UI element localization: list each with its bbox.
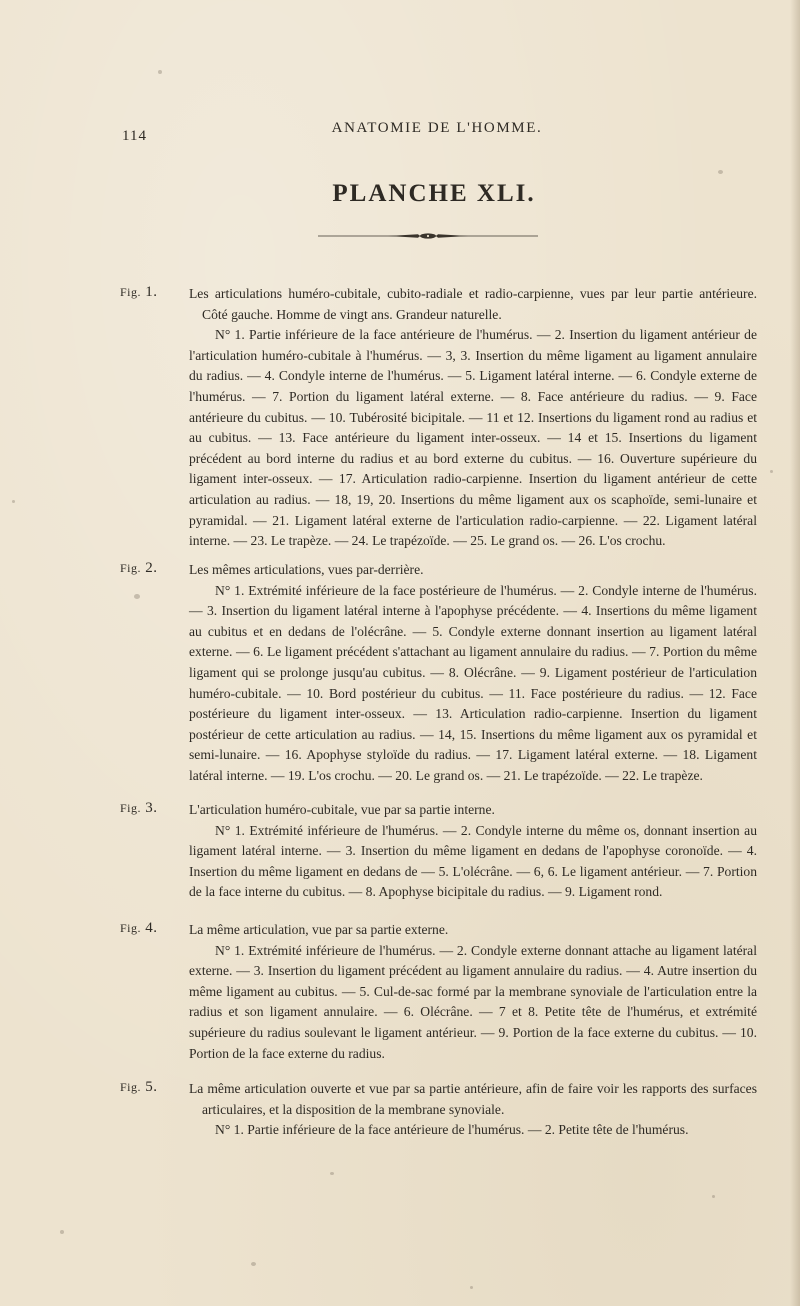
figure-legend: N° 1. Extrémité inférieure de l'humérus. — 2. Condyle interne du même os, donnant insertion au ligament latéral interne. — 3. Insertion du même ligament en dedans de l'apophyse coronoïde. — 4. Insertion du même ligament en dedans de — 5. L'olécrâne. — 6, 6. Le ligament antérieur. — 7. Portion de la face interne du cubitus. — 8. Apophyse bicipitale du radius. — 9. Ligament rond. bbox=[189, 822, 757, 900]
running-title: ANATOMIE DE L'HOMME. bbox=[331, 120, 543, 136]
figure-legend: N° 1. Extrémité inférieure de la face postérieure de l'humérus. — 2. Condyle interne de l'humérus. — 3. Insertion du ligament latéral interne à l'apophyse précédente. — 4. Insertions du même ligament au cubitus et en dedans de l'olécrâne. — 5. Condyle externe donnant insertion au ligament latéral externe. — 6. Le ligament précédent s'attachant au ligament annulaire du radius. — 7. Portion du même ligament qui se prolonge jusqu'au cubitus. — 8. Olécrâne. — 9. Ligament postérieur de l'articulation huméro-cubitale. — 10. Bord postérieur du cubitus. — 11. Face postérieure du radius. — 12. Face postérieure du ligament inter-osseux. — 13. Articulation radio-carpienne. Insertion du ligament postérieur de cette articulation au radius. — 14, 15. Insertions du même ligament aux os pyramidal et semi-lunaire. — 16. Apophyse styloïde du radius. — 17. Ligament latéral externe. — 18. Ligament latéral interne. — 19. L'os crochu. — 20. Le grand os. — 21. Le trapézoïde. — 22. Le trapèze. bbox=[189, 582, 757, 783]
figure-legend: N° 1. Partie inférieure de la face antérieure de l'humérus. — 2. Insertion du ligament antérieur de l'articulation huméro-cubitale à l'humérus. — 3, 3. Insertion du même ligament au ligament annulaire du radius. — 4. Condyle interne de l'humérus. — 5. Ligament latéral interne. — 6. Condyle externe de l'humérus. — 7. Portion du ligament latéral externe. — 8. Face antérieure du radius. — 9. Face antérieure du cubitus. — 10. Tubérosité bicipitale. — 11 et 12. Insertions du ligament rond au radius et au cubitus. — 13. Face antérieure du ligament inter-osseux. — 14 et 15. Insertions du ligament précédent au bord interne du radius et au bord externe du cubitus. — 16. Ouverture supérieure du ligament inter-osseux. — 17. Articulation radio-carpienne. Insertion du ligament antérieur de cette articulation au radius. — 18, 19, 20. Insertions du même ligament aux os scaphoïde, semi-lunaire et pyramidal. — 21. Ligament latéral externe de l'articulation radio-carpienne. — 22. Ligament latéral interne. — 23. Le trapèze. — 24. Le trapézoïde. — 25. Le grand os. — 26. L'os crochu. bbox=[189, 327, 757, 549]
paper-speck bbox=[470, 1286, 473, 1289]
figure-caption: L'articulation huméro-cubitale, vue par sa partie interne. bbox=[189, 802, 495, 817]
figure-caption: La même articulation ouverte et vue par sa partie antérieure, afin de faire voir les rapports des surfaces articulaires, et la disposition de la membrane synoviale. bbox=[189, 1081, 757, 1117]
figure-label-prefix: Fig. bbox=[120, 285, 142, 299]
paper-speck bbox=[718, 170, 723, 174]
ornamental-rule-icon bbox=[318, 231, 538, 241]
figure-text bbox=[189, 800, 757, 903]
figure-caption: La même articulation, vue par sa partie externe. bbox=[189, 922, 449, 937]
figure-caption: Les mêmes articulations, vues par-derrière. bbox=[189, 562, 424, 577]
figure-label-prefix: Fig. bbox=[120, 1080, 142, 1094]
paper-speck bbox=[770, 470, 773, 473]
paper-speck bbox=[134, 594, 140, 599]
figure-text bbox=[189, 1079, 757, 1141]
figure-label-prefix: Fig. bbox=[120, 801, 142, 815]
figure-number: 4. bbox=[145, 920, 158, 936]
plate-title: PLANCHE XLI. bbox=[332, 180, 536, 207]
figure-number: 5. bbox=[145, 1079, 158, 1095]
figure-label bbox=[120, 1079, 158, 1096]
paper-speck bbox=[12, 500, 15, 503]
figure-label bbox=[120, 800, 158, 817]
figure-label bbox=[120, 284, 158, 301]
paper-speck bbox=[251, 1262, 256, 1266]
paper-speck bbox=[330, 1172, 334, 1175]
figure-label-prefix: Fig. bbox=[120, 561, 142, 575]
figure-label bbox=[120, 560, 158, 577]
figure-legend: N° 1. Extrémité inférieure de l'humérus. — 2. Condyle externe donnant attache au ligament latéral externe. — 3. Insertion du ligament précédent au ligament annulaire du radius. — 4. Autre insertion du même ligament au cubitus. — 5. Cul-de-sac formé par la membrane synoviale de l'articulation entre la radius et son ligament annulaire. — 6. Olécrâne. — 7 et 8. Petite tête de l'humérus, et extrémité supérieure du radius soulevant le ligament antérieur. — 9. Portion de la face externe du cubitus. — 10. Portion de la face externe du radius. bbox=[189, 942, 757, 1061]
figure-text bbox=[189, 284, 757, 552]
figure-label bbox=[120, 920, 158, 937]
figure-legend: N° 1. Partie inférieure de la face antérieure de l'humérus. — 2. Petite tête de l'humérus. bbox=[215, 1122, 689, 1138]
figure-label-prefix: Fig. bbox=[120, 921, 142, 935]
figure-number: 1. bbox=[145, 284, 158, 300]
page-number: 114 bbox=[122, 128, 147, 144]
figure-caption: Les articulations huméro-cubitale, cubito-radiale et radio-carpienne, vues par leur partie antérieure. Côté gauche. Homme de vingt ans. Grandeur naturelle. bbox=[189, 286, 757, 322]
figure-text bbox=[189, 920, 757, 1064]
paper-speck bbox=[158, 70, 162, 74]
figure-number: 3. bbox=[145, 800, 158, 816]
paper-speck bbox=[60, 1230, 64, 1234]
figure-number: 2. bbox=[145, 560, 158, 576]
paper-speck bbox=[712, 1195, 715, 1198]
figure-text bbox=[189, 560, 757, 787]
